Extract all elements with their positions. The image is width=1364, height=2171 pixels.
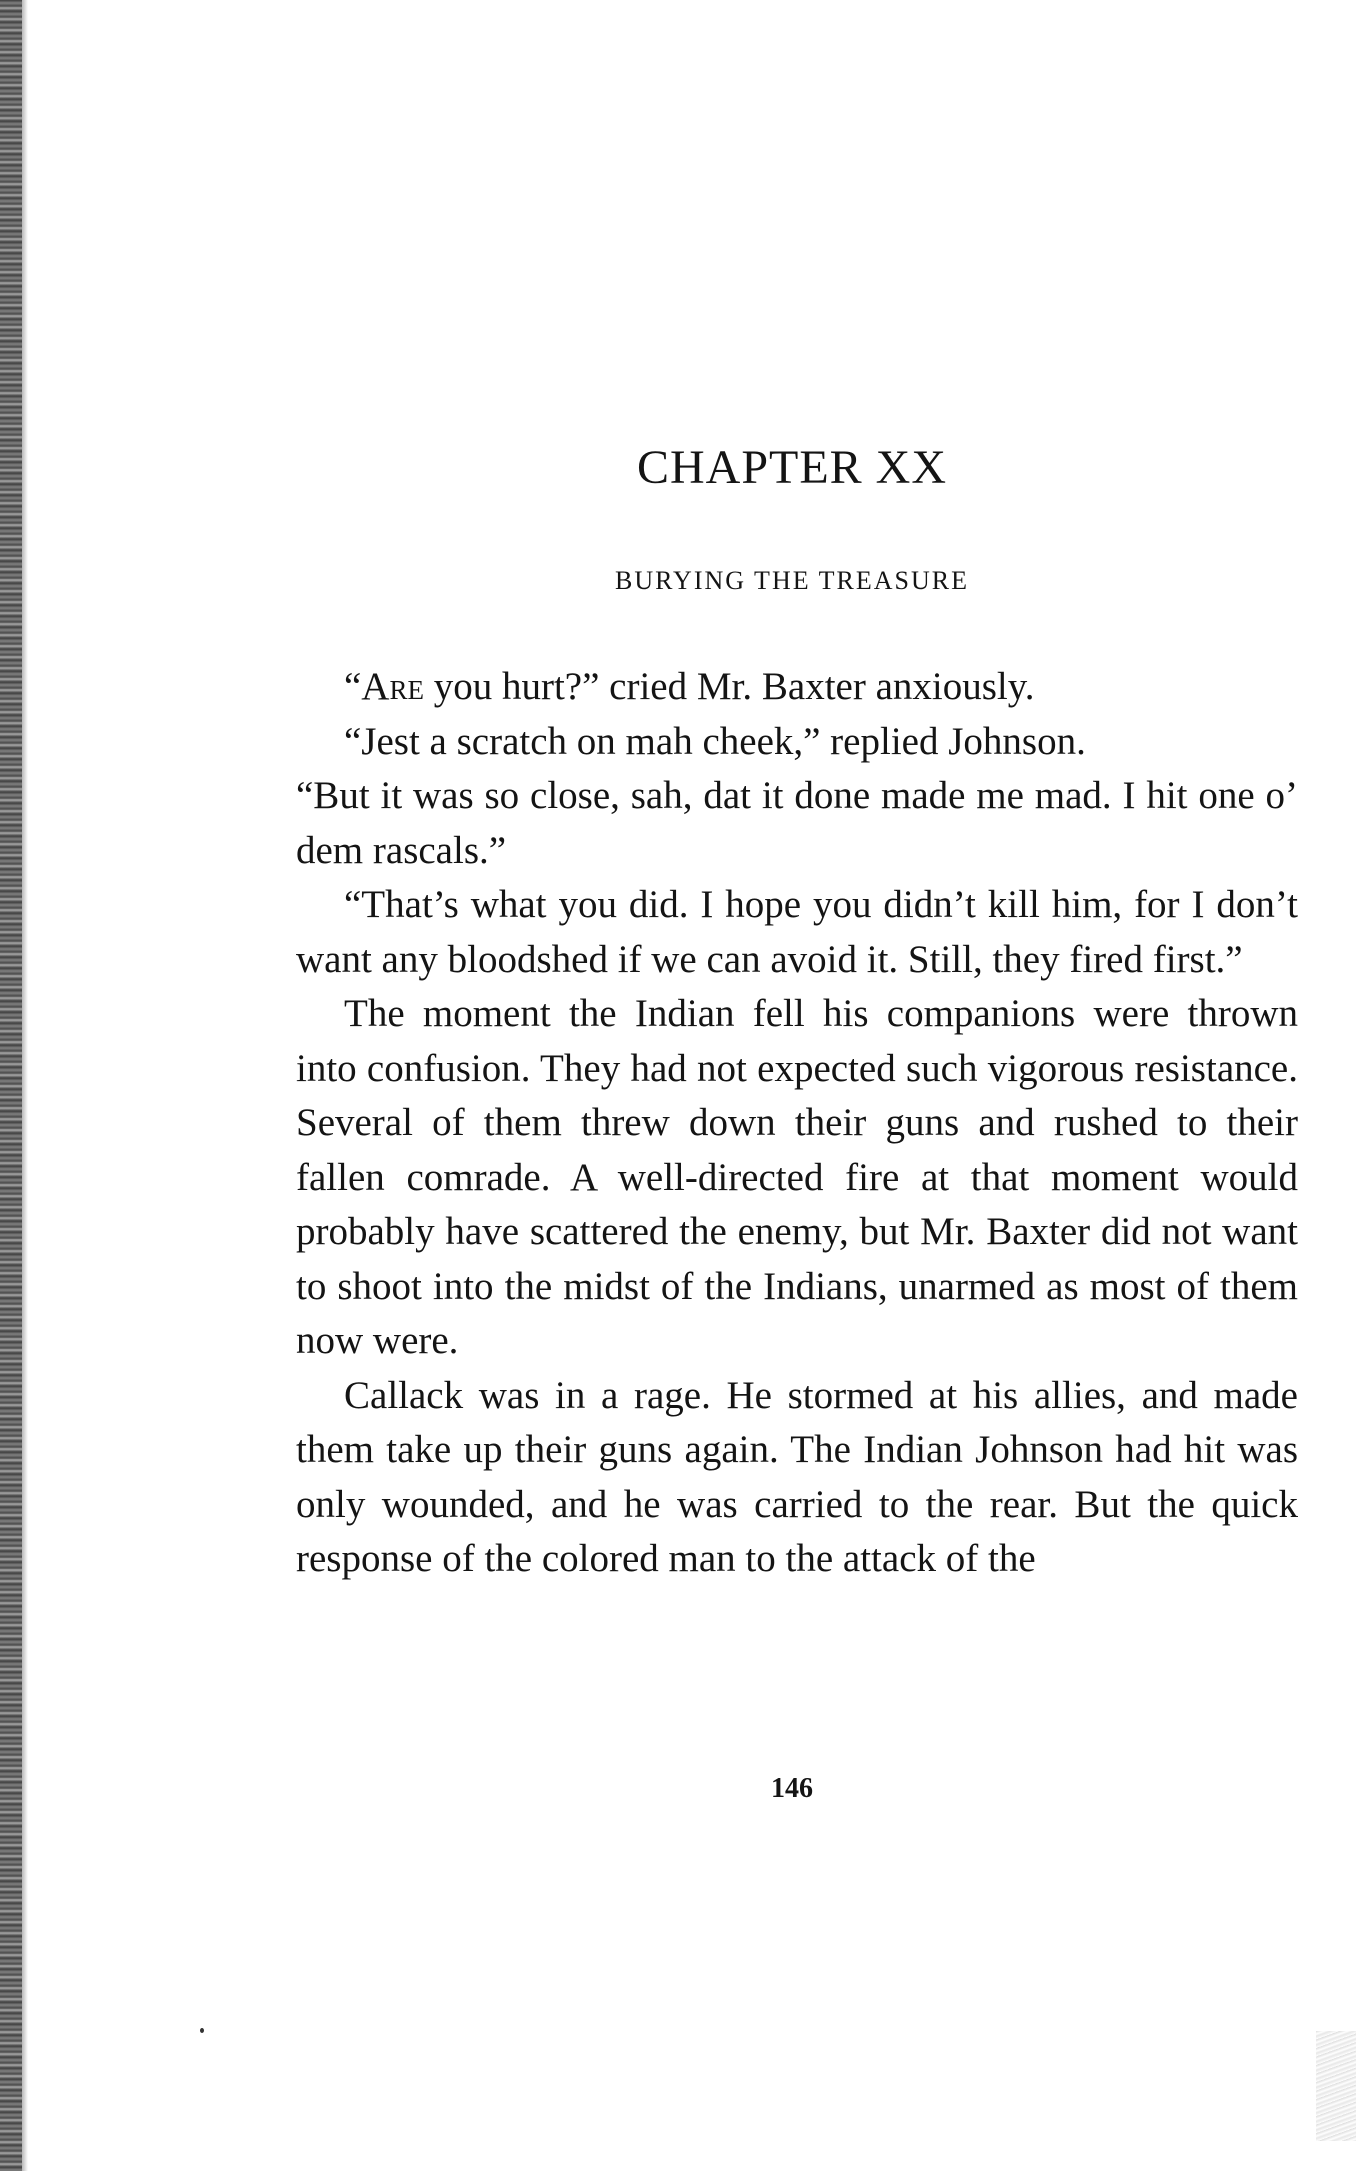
chapter-subtitle: BURYING THE TREASURE — [615, 566, 969, 595]
chapter-title: CHAPTER XX — [636, 441, 948, 494]
paragraph: “Jest a scratch on mah cheek,” replied Johnson. — [344, 719, 1086, 763]
paragraph — [296, 660, 1298, 715]
paragraph: “But it was so close, sah, dat it done made me mad. I hit one o’ dem rascals.” — [296, 774, 1298, 872]
paragraph: Callack was in a rage. He stormed at his allies, and made them take up their guns again. The Indian Johnson had hit was only wounded, and he was carried to the rear. But the quick response of the colored man to the attack of the — [296, 1373, 1298, 1580]
paragraph: “That’s what you did. I hope you didn’t kill him, for I don’t want any bloodshed if we can avoid it. Still, they fired first.” — [296, 883, 1298, 981]
paragraph-lead-word: “Are — [344, 665, 424, 708]
paragraph: The moment the Indian fell his companions were thrown into confusion. They had not expected such vigorous resistance. Several of them threw down their guns and rushed to their fallen comrade. A well-directed fire at that moment would probably have scattered the enemy, but Mr. Baxter did not want to shoot into the midst of the Indians, unarmed as most of them now were. — [296, 992, 1298, 1362]
book-spine-gutter — [0, 0, 22, 2171]
body-text — [296, 660, 1298, 1587]
page-number: 146 — [771, 1773, 813, 1804]
gutter-shadow — [22, 0, 28, 2171]
page-edge-wear — [1316, 2031, 1356, 2141]
paper-speck — [200, 2028, 204, 2033]
paragraph-text: you hurt?” cried Mr. Baxter anxiously. — [423, 665, 1035, 708]
